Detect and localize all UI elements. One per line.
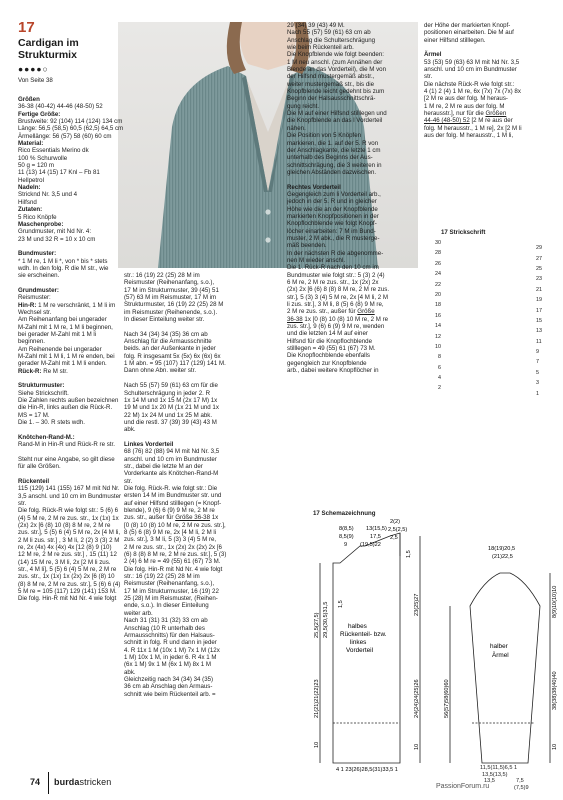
text-line: MS = 17 M. xyxy=(18,411,50,419)
text-line: (14) 15 M re, 3 M li, 2x [2 M li zus. xyxy=(18,558,111,566)
text-line: 5 Rico Knöpfe xyxy=(18,213,57,221)
text-line: M-Zahl mit 1 M li, 1 M re enden, bei xyxy=(18,353,115,361)
text-line: Die Zahlen rechts außen bezeichnen xyxy=(18,397,119,405)
text-line: Die Position von 5 Knöpfen xyxy=(287,132,362,140)
footer-divider xyxy=(48,772,49,794)
text-line: 19 M und 1x 20 M (1x 21 M und 1x xyxy=(124,404,219,412)
text-line: 1 M neu anschl. (zum Annähen der xyxy=(287,58,383,66)
schematic-sleeve-right-3: 10 xyxy=(552,743,558,750)
schematic-top-5: 17,5 xyxy=(370,534,381,540)
chart-row-right: 21 xyxy=(536,286,542,293)
text-line: Reismuster (Reihenanfang, s.o.), xyxy=(124,279,215,287)
schematic-top-6: 2,5(2,5) xyxy=(388,527,408,533)
text-line: 8 (5) 6 (8) 9 M re, 2x [4 M li, 2 M li xyxy=(124,529,217,537)
schematic-right-1: 23(25)27 xyxy=(414,593,420,616)
text-line: folg. M herausstr., 1 M re], 2x [2 M li xyxy=(424,124,522,132)
knitting-chart xyxy=(430,238,550,402)
schematic-bottom: 4 1 23(26)28,5(31)33,5 1 xyxy=(336,767,398,773)
text-line xyxy=(124,323,284,330)
text-line: der Höhe der markierten Knopf- xyxy=(424,22,511,29)
schematic-sleeve-label-2: Ärmel xyxy=(492,652,509,659)
text-line: wdh. In den folg. R die M str., wie xyxy=(18,264,109,272)
chart-row-right: 1 xyxy=(536,390,539,397)
schematic-left-3: 21(21)21(22)23 xyxy=(314,679,320,718)
text-line: Linkes Vorderteil xyxy=(124,440,174,448)
text-line: In dieser Einteilung weiter str. xyxy=(124,316,205,324)
chart-row-left: 16 xyxy=(435,312,441,319)
text-line: 36-38 1x [0 (8) 10 (8) 10 M re, 2 M re xyxy=(287,315,389,323)
text-line: str.: 16 (19) 22 (25) 28 M im xyxy=(124,573,200,581)
chart-row-right: 17 xyxy=(536,307,542,314)
chart-row-left: 18 xyxy=(435,302,441,309)
text-line: Die folg. Hin-R mit Nd Nr. 4 wie folgt xyxy=(18,595,117,603)
text-line: Hilfsnd xyxy=(18,198,37,206)
text-line: str. xyxy=(124,477,133,485)
text-line: Grundmuster: xyxy=(18,286,59,294)
schematic-right-2: 24(24)24(25)26 xyxy=(414,679,420,718)
text-line: anschl. und 10 cm im Bundmuster xyxy=(124,455,217,463)
text-line: 1 M abn. = 95 (107) 117 (129) 141 M. xyxy=(124,360,226,368)
text-line: Die 1. – 30. R stets wdh. xyxy=(18,419,85,427)
text-line: Nach 55 (57) 59 (61) 63 cm für die xyxy=(124,382,218,390)
chart-row-right: 13 xyxy=(536,328,542,335)
text-line: Fertige Größe: xyxy=(18,110,61,118)
text-line: Zutaten: xyxy=(18,206,43,214)
text-line: der Hilfsnd mustergemäß abstr., xyxy=(287,73,375,81)
chart-row-left: 30 xyxy=(435,240,441,246)
text-line: 115 (129) 141 (155) 167 M mit Nd Nr. xyxy=(18,485,120,493)
source-page: Von Seite 38 xyxy=(18,77,53,84)
pattern-number: 17 xyxy=(18,19,35,36)
schematic-drawing xyxy=(300,518,560,773)
text-line: beids. an der Außenkante in jeder xyxy=(124,345,216,353)
chart-row-left: 14 xyxy=(435,323,441,330)
text-line: 1 M) 10x 1 M, in jeder 6. R 4x 1 M xyxy=(124,653,217,661)
text-line: Hin-R: 1 M re verschränkt, 1 M li im xyxy=(18,301,116,309)
text-line: Bundmuster: xyxy=(18,250,57,258)
text-line: Steht nur eine Angabe, so gilt diese xyxy=(18,455,115,463)
text-line: gerader M-Zahl mit 1 M li enden. xyxy=(18,360,107,368)
chart-row-left: 6 xyxy=(438,364,441,371)
text-line: 22 M) 1x 24 M und 1x 25 M abk. xyxy=(124,411,213,419)
text-line: [2 M re aus der folg. M heraus- xyxy=(424,95,508,103)
text-line: Am Reihenanfang bei ungerader xyxy=(18,316,107,324)
schematic-right-3: 10 xyxy=(414,743,420,750)
pattern-title-1: Cardigan im xyxy=(18,37,79,49)
text-line: In der nächsten R die abgenomme- xyxy=(287,249,384,257)
text-line: Beginn der Halsausschnittschrä- xyxy=(287,95,376,103)
text-line: Länge: 56,5 (58,5) 60,5 (62,5) 64,5 cm xyxy=(18,125,124,133)
text-line: 17 M im Strukturmuster, 16 (19) 22 xyxy=(124,587,219,595)
text-line: die Hin-R, links außen die Rück-R. xyxy=(18,404,113,412)
text-line: zus. str.], 5 (5) 6 (4) 5 M re, 2x [4 M li, xyxy=(18,529,121,537)
schematic-top-9: 2,5 xyxy=(390,535,398,541)
text-line: der Anschlagkante, die letzte 1 cm xyxy=(287,146,381,154)
sleeve-bottom-5: (7,5)9 xyxy=(514,784,529,791)
chart-row-right: 7 xyxy=(536,359,539,366)
text-line: 36 cm ab Anschlag den Armaus- xyxy=(124,683,213,691)
difficulty-rating: ●●●●○ xyxy=(18,64,49,74)
text-line: stilllegen = 49 (55) 61 (67) 73 M. xyxy=(287,345,376,353)
text-line: unterhalb des Beginns der Aus- xyxy=(287,154,373,162)
text-line: Bundmuster wie folgt str.: 5 (3) 2 (4) xyxy=(287,271,385,279)
schematic-sleeve-left: 56(57)58(60)60 xyxy=(444,679,450,718)
text-line: str.], 5 (3) 3 (4) 5 M re, 2x [4 M li, 2 M xyxy=(287,293,389,301)
text-line: Ärmel xyxy=(424,51,442,59)
text-line: Die folg. Rück-R. wie folgt str.: Die xyxy=(124,484,218,492)
text-line: Rückenteil xyxy=(18,477,50,485)
text-line: arb., dabei weitere Knopflöcher in xyxy=(287,367,379,375)
text-line: bei gerader M-Zahl mit 1 M li xyxy=(18,331,97,338)
chart-title: 17 Strickschrift xyxy=(441,229,486,236)
text-line: Brustweite: 92 (104) 114 (124) 134 cm xyxy=(18,118,123,126)
text-line: markierten Knopfpositionen in der xyxy=(287,212,379,220)
text-line: Vorderkante als Knötchen-Rand-M xyxy=(124,470,219,478)
page-number: 74 xyxy=(30,777,41,787)
text-line: die Knopfblende an das l Vorderteil xyxy=(287,117,383,125)
text-line: zus. str.], 3 M li, 5 (3) 3 (4) 5 M re, xyxy=(124,536,217,544)
text-line: folg. R insgesamt 5x (5x) 6x (6x) 6x xyxy=(124,352,221,360)
schematic-left-4: 10 xyxy=(314,741,320,748)
text-line: Die nächste Rück-R wie folgt str.: xyxy=(424,80,515,88)
text-line: auf einer Hilfsnd stilllegen (= Knopf- xyxy=(124,499,222,507)
text-line: Wechsel str. xyxy=(18,308,52,316)
schematic-sleeve-top-2: (21)22,5 xyxy=(492,554,513,560)
schematic-body-label-3: linkes xyxy=(350,639,367,646)
brand-bold: burda xyxy=(54,777,80,787)
text-line: Nach 34 (34) 34 (35) 36 cm ab xyxy=(124,330,208,338)
chart-row-right: 23 xyxy=(536,276,542,283)
text-line: 3,5 anschl. und 10 cm im Bundmuster xyxy=(18,492,122,500)
text-line: [0 (8) 10 (8) 10 M re, 2 M re zus. str.], xyxy=(124,521,226,529)
text-line: im Reismuster (Reihenende, s.o.). xyxy=(124,308,218,316)
text-line: (57) 63 M im Reismuster, 17 M im xyxy=(124,294,217,302)
text-line: weiter arb. xyxy=(124,609,153,617)
chart-row-right: 9 xyxy=(536,349,539,356)
sleeve-bottom-dims xyxy=(480,765,517,778)
text-line: Gleichzeitig nach 34 (34) 34 (35) xyxy=(124,675,214,683)
text-line: (2x) 2x [6 (6) 8 (8) 8 M re, 2 M re zus. xyxy=(287,286,390,294)
text-line: Nach 31 (31) 31 (32) 33 cm ab xyxy=(124,617,208,625)
text-line: Anschlag für die Armausschnitte xyxy=(124,338,212,346)
text-line: str.: 16 (19) 22 (25) 28 M im xyxy=(124,272,200,279)
text-line: Strukturmuster, 16 (19) 22 (25) 28 M xyxy=(124,301,224,309)
text-line: Knötchen-Rand-M.: xyxy=(18,433,75,441)
text-line: Anschlag die Schulterschrägung xyxy=(287,36,376,44)
text-line: gleichen Abständen dazwischen. xyxy=(287,168,377,176)
text-line: Siehe Strickschrift. xyxy=(18,389,69,397)
text-line: herausstr.], nur für die Größen xyxy=(424,110,507,118)
text-line: löcher einarbeiten: 7 M im Bund- xyxy=(287,227,376,235)
text-line: Rück-R: Re M str. xyxy=(18,367,68,375)
text-line: 2 M re zus. str., 1x (2x) 2x (2x) 2x [6 xyxy=(124,543,222,551)
schematic-top-4: 8,5(9) xyxy=(339,534,354,540)
text-line: ersten 14 M im Bundmuster str. und xyxy=(124,492,222,500)
text-line: beginnen. xyxy=(18,338,45,346)
schematic-title-text: 17 Schemazeichnung xyxy=(313,510,376,517)
text-line: schnittschrägung, die 3 weiteren in xyxy=(287,161,382,169)
schematic-top-1: 8(8,5) xyxy=(339,526,354,532)
chart-row-right: 29 xyxy=(536,245,542,252)
text-line: schnitt in folg. R und dann in jeder xyxy=(124,639,217,647)
text-line: (8) 8 M re, 2 M re zus. str.], 5 (6) 6 (4) xyxy=(18,580,121,588)
schematic-top-10: 1,5 xyxy=(406,550,412,558)
text-line: li zus. str.], 3 M li, 8 (5) 6 (8) 9 M re, xyxy=(287,301,384,309)
text-line: und die letzten 14 M auf einer xyxy=(287,330,368,338)
schematic-body-label-4: Vorderteil xyxy=(346,647,373,654)
text-line: 4. R 11x 1 M (10x 1 M) 7x 1 M (12x xyxy=(124,646,220,654)
text-line: Am Reihenende bei ungerader xyxy=(18,345,102,353)
text-line: mäß beenden. xyxy=(287,242,327,250)
text-line: ende, s.o.). In dieser Einteilung xyxy=(124,602,209,610)
text-line: 1 M re, 2 M re aus der folg. M xyxy=(424,102,505,110)
column-2 xyxy=(124,272,284,766)
sleeve-bottom-1: 11,5(11,5)6,5 1 xyxy=(480,765,518,771)
text-line: Anschlag (10 R unterhalb des xyxy=(124,624,205,632)
text-line: 44-46 (48-50) 52 [2 M re aus der xyxy=(424,117,513,125)
text-line: Rand-M in Hin-R und Rück-R re str. xyxy=(18,441,115,449)
chart-row-left: 2 xyxy=(438,385,441,392)
text-line: zus. str.], 9 (6) 6 (9) 9 M re, wenden xyxy=(287,323,385,331)
text-line: Nach 55 (57) 59 (61) 63 cm ab xyxy=(287,29,371,37)
text-line: Die Knopfblende wie folgt beenden: xyxy=(287,51,384,59)
schematic-sleeve-label-1: halber xyxy=(490,643,508,650)
text-line xyxy=(18,375,124,382)
chart-row-left: 22 xyxy=(435,281,441,288)
text-line: jedoch in der 5. R und in gleicher xyxy=(287,198,377,206)
text-line: positionen einarbeiten. Die M auf xyxy=(424,29,514,37)
chart-row-right: 5 xyxy=(536,369,539,376)
text-line xyxy=(18,449,124,456)
text-line: muster, 2 M abk., die R musterge- xyxy=(287,234,380,242)
text-line: (6x 1 M) 9x 1 M (6x 1 M) 8x 1 M xyxy=(124,661,212,669)
text-line: 2 M li zus. str.] , 3 M li, 2 (2) 3 (3) 2 M xyxy=(18,536,120,544)
schematic-sleeve-right-1: 8(9)10(10)10 xyxy=(552,585,558,618)
text-line xyxy=(124,434,284,441)
text-line: Maschenprobe: xyxy=(18,220,64,228)
text-line: Grundmuster, mit Nd Nr. 4: xyxy=(18,228,92,236)
schematic-sleeve-top-1: 18(19)20,5 xyxy=(488,546,516,552)
schematic-body-label-1: halbes xyxy=(348,623,367,630)
text-line: 2 (4) 6 M re = 49 (55) 61 (67) 73 M. xyxy=(124,558,221,566)
schematic-sleeve-right-2: 38(38)38(40)40 xyxy=(552,671,558,710)
text-line xyxy=(18,471,124,478)
text-line: str. xyxy=(18,499,27,507)
chart-row-left: 8 xyxy=(438,354,441,361)
column-4 xyxy=(424,22,556,227)
sleeve-bottom-dims-3 xyxy=(516,778,529,791)
text-line: str., dabei die letzte M an der xyxy=(124,462,203,470)
text-line: 100 % Schurwolle xyxy=(18,154,68,162)
text-line: Dann ohne Abn. weiter str. xyxy=(124,367,197,375)
text-line: re, 2x (4x) 4x (4x) 4x [12 (8) 9 (10) xyxy=(18,543,112,551)
text-line: Die folg. Rück-R wie folgt str.: 5 (6) 6 xyxy=(18,507,118,515)
text-line: str., 4 M li], 5 (5) 6 (4) 5 M re, 2 M re xyxy=(18,566,117,573)
text-line: Strukturmuster: xyxy=(18,382,65,390)
text-line: Reismuster: xyxy=(18,294,51,302)
text-line: Knopfblende leicht gedehnt bis zum xyxy=(287,88,385,96)
chart-row-left: 10 xyxy=(435,343,441,350)
text-line: 25 (28) M im Reismuster, (Reihen- xyxy=(124,595,218,603)
text-line: blende), 9 (6) 6 (9) 9 M re, 2 M re xyxy=(124,507,215,514)
text-line: Höhe wie die an der Knopfblende xyxy=(287,205,378,213)
text-line: gegengleich zur Knopfblende xyxy=(287,359,367,367)
chart-row-right: 11 xyxy=(536,338,542,345)
schematic-title xyxy=(313,510,375,517)
text-line: Die Knopflochblende ebenfalls xyxy=(287,352,370,360)
text-line: 2 M re zus. str., außer für Größe xyxy=(287,308,375,316)
text-line: für alle Größen. xyxy=(18,463,61,471)
text-line xyxy=(18,243,124,250)
text-line: 6 M re, 2 M re zus. str., 1x (2x) 2x xyxy=(287,279,379,287)
chart-row-right: 15 xyxy=(536,317,542,324)
text-line: Ärmellänge: 56 (57) 58 (60) 60 cm xyxy=(18,132,112,140)
text-line xyxy=(287,176,417,183)
text-line: M-Zahl mit 1 M re, 1 M li beginnen, xyxy=(18,323,113,331)
text-line: aus der folg. M herausstr., 1 M li, xyxy=(424,132,514,140)
text-line: markieren, die 1. auf der 5. R von xyxy=(287,139,379,147)
text-line: Armausschnitts) für den Halsaus- xyxy=(124,631,215,639)
chart-row-left: 26 xyxy=(435,260,441,267)
text-line: nen M wieder anschl. xyxy=(287,257,346,264)
text-line: 17 M im Strukturmuster, 39 (45) 51 xyxy=(124,286,219,294)
schematic-left-2: 29,5(30,5)31,5 xyxy=(323,601,329,638)
text-line: Blende an das Vorderteil), die M von xyxy=(287,66,386,74)
schematic-top-2: 13(15,5) xyxy=(366,526,387,532)
text-line: abk. xyxy=(124,426,136,434)
text-line xyxy=(18,426,124,433)
column-3 xyxy=(287,22,417,478)
text-line: Hellpetrol xyxy=(18,176,44,184)
chart-row-right: 19 xyxy=(536,297,542,304)
text-line: Hilfsnd für die Knopflochblende xyxy=(287,337,373,345)
text-line: 11 (13) 14 (15) 17 Knl – Fb 81 xyxy=(18,169,100,177)
text-line: Die 1. Rück-R nach den 10 cm im xyxy=(287,264,379,272)
sleeve-bottom-2: 13,5(13,5) xyxy=(482,771,508,778)
brand-light: stricken xyxy=(79,777,112,787)
text-line: Rico Essentials Merino dk xyxy=(18,147,89,155)
schematic-left-1: 25,5(27,5) xyxy=(314,612,320,638)
text-line: sie erscheinen. xyxy=(18,272,60,280)
text-line: 5 M re = 105 (117) 129 (141) 153 M. xyxy=(18,588,117,596)
text-line: Reismuster (Reihenanfang, s.o.), xyxy=(124,580,215,588)
text-line: Material: xyxy=(18,140,44,148)
text-line: 12 M re, 2 M re zus. str.] , 15 (11) 12 xyxy=(18,551,117,559)
text-line: zus. str., außer für Größe 36-38 1x xyxy=(124,514,219,522)
chart-row-left: 12 xyxy=(435,333,441,340)
pattern-title-2: Strukturmix xyxy=(18,49,77,61)
text-line: 36-38 (40-42) 44-46 (48-50) 52 xyxy=(18,103,103,111)
text-line: zus. str., 1x (1x) 1x (2x) 2x [6 (8) 10 xyxy=(18,573,115,581)
text-line: Rechtes Vorderteil xyxy=(287,183,341,191)
text-line: 50 g = 120 m xyxy=(18,162,55,170)
text-line: (6) 8 (8) 8 M re, 2 M re zus. str.], 5 (3) xyxy=(124,551,227,559)
chart-row-left: 28 xyxy=(435,250,441,257)
text-line: schnitt wie beim Rückenteil arb. = xyxy=(124,690,216,698)
sleeve-bottom-4: 7,5 xyxy=(516,778,524,784)
text-line: 68 (76) 82 (88) 94 M mit Nd Nr. 3,5 xyxy=(124,448,220,456)
text-line: 23 M und 32 R = 10 x 10 cm xyxy=(18,235,96,243)
text-line: str. xyxy=(424,73,433,81)
schematic-top-8: (19,5)22 xyxy=(360,542,381,548)
text-line: einer Hilfsnd stilllegen. xyxy=(424,36,486,44)
chart-row-left: 24 xyxy=(435,271,441,278)
sleeve-bottom-3: 13,5 xyxy=(484,778,495,784)
text-line: 29 (34) 39 (43) 49 M. xyxy=(287,22,345,29)
text-line: (4) 5 M re, 2 M re zus. str., 1x (1x) 1x xyxy=(18,514,119,522)
text-line: und die restl. 37 (39) 39 (43) 43 M xyxy=(124,418,217,426)
magazine-name xyxy=(54,779,111,786)
column-1 xyxy=(18,96,124,766)
text-line: Nadeln: xyxy=(18,184,41,192)
text-line: Die folg. Hin-R mit Nd Nr. 4 wie folgt xyxy=(124,565,223,573)
chart-row-right: 25 xyxy=(536,265,542,272)
text-line xyxy=(424,44,556,51)
text-line xyxy=(124,375,284,382)
text-line: Knopflochblende wie folgt Knopf- xyxy=(287,220,377,228)
text-line: Größen xyxy=(18,96,40,103)
text-line: 53 (53) 59 (63) 63 M mit Nd Nr. 3,5 xyxy=(424,58,520,66)
text-line: 1x 14 M und 1x 15 M (2x 17 M) 1x xyxy=(124,396,218,404)
text-line: Stricknd Nr. 3,5 und 4 xyxy=(18,191,78,199)
text-line: abk. xyxy=(124,668,136,676)
chart-row-right: 27 xyxy=(536,255,542,262)
text-line: * 1 M re, 1 M li *, von * bis * stets xyxy=(18,257,108,265)
text-line: wie beim Rückenteil arb. xyxy=(287,44,354,52)
text-line: Schulterschrägung in jeder 2. R xyxy=(124,389,211,397)
chart-row-left: 20 xyxy=(435,291,441,298)
text-line: 4 (1) 2 (4) 1 M re, 6x (7x) 7x (7x) 8x xyxy=(424,88,521,96)
schematic-top-3: 2(2) xyxy=(390,519,400,525)
text-line: nähen. xyxy=(287,124,306,132)
chart-row-left: 4 xyxy=(438,375,441,382)
chart-row-right: 3 xyxy=(536,380,539,387)
watermark: PassionForum.ru xyxy=(436,783,490,790)
text-line: gung reicht. xyxy=(287,102,320,110)
schematic-side-small: 1,5 xyxy=(338,600,344,608)
text-line: Die M auf einer Hilfsnd stilllegen und xyxy=(287,110,387,118)
text-line: weiter mustergemäß str., bis die xyxy=(287,80,375,88)
text-line: Gegengleich zum li Vorderteil arb., xyxy=(287,190,381,198)
schematic-body-label-2: Rückenteil- bzw. xyxy=(340,631,387,638)
text-line: (2x) 2x [6 (8) 10 (8) 8 M re, 2 M re xyxy=(18,521,111,529)
text-line: anschl. und 10 cm im Bundmuster xyxy=(424,66,517,74)
schematic-top-7: 9 xyxy=(344,542,348,548)
text-line xyxy=(18,280,124,287)
